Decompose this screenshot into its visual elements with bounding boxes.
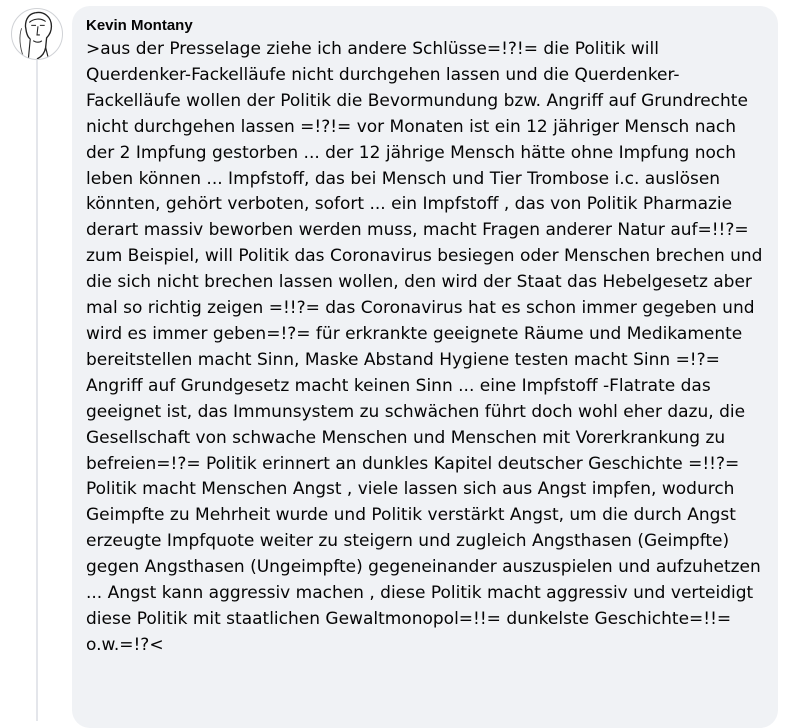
sketch-face-avatar-icon (12, 9, 62, 59)
author-avatar[interactable] (11, 8, 63, 60)
comment-bubble (72, 6, 778, 728)
comment-author-name[interactable]: Kevin Montany (86, 17, 193, 34)
thread-connector-line (36, 60, 38, 721)
comment-body-text: >aus der Presselage ziehe ich andere Schlüsse=!?!= die Politik will Querdenker-Fackelläufe nicht durchgehen lassen und die Querdenker-Fackelläufe wollen der Politik die Bevormundung bzw. Angriff auf Grundrechte nicht durchgehen lassen =!?!= vor Monaten ist ein 12 jähriger Mensch nach der 2 Impfung gestorben ... der 12 jährige Mensch hätte ohne Impfung noch leben können ... Impfstoff, das bei Mensch und Tier Trombose i.c. auslösen könnten, gehört verboten, sofort ... ein Impfstoff , das von Politik Pharmazie derart massiv beworben werden muss, macht Fragen anderer Natur auf=!!?= zum Beispiel, will Politik das Coronavirus besiegen oder Menschen brechen und die sich nicht brechen lassen wollen, den wird der Staat das Hebelgesetz aber mal so richtig zeigen =!!?= das Coronavirus hat es schon immer gegeben und wird es immer geben=!?= für erkrankte geeignete Räume und Medikamente bereitstellen macht Sinn, Maske Abstand Hygiene testen macht Sinn =!?= Angriff auf Grundgesetz macht keinen Sinn ... eine Impfstoff -Flatrate das geeignet ist, das Immunsystem zu schwächen führt doch wohl eher dazu, die Gesellschaft von schwache Menschen und Menschen mit Vorerkrankung zu befreien=!?= Politik erinnert an dunkles Kapitel deutscher Geschichte =!!?= Politik macht Menschen Angst , viele lassen sich aus Angst impfen, wodurch Geimpfte zu Mehrheit wurde und Politik verstärkt Angst, um die durch Angst erzeugte Impfquote weiter zu steigern und zugleich Angsthasen (Geimpfte) gegen Angsthasen (Ungeimpfte) gegeneinander auszuspielen und aufzuhetzen ... Angst kann aggressiv machen , diese Politik macht aggressiv und verteidigt diese Politik mit staatlichen Gewaltmonopol=!!= dunkelste Geschichte=!!= o.w.=!?< (86, 39, 763, 655)
